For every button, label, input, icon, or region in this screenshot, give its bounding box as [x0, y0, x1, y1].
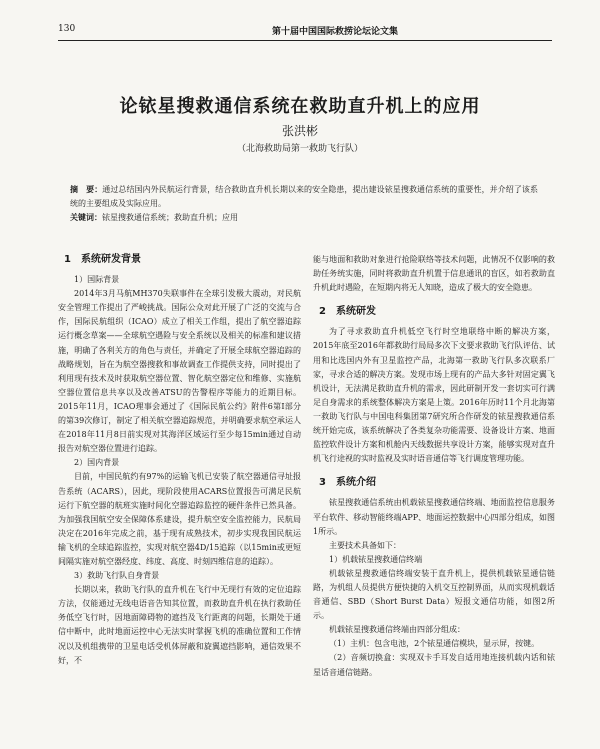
paragraph: 2014年3月马航MH370失联事件在全球引发极大震动，对民航安全管理工作提出了严峻挑战。国际公众对此开展了广泛的交流与合作，国际民航组织（ICAO）成立了相关工作组，提出了航空器追踪运行概念草案——全球航空遇险与安全系统以及相关的标准和建议措施，明确了各利关方的角色与责任，并确定了开展全球航空器追踪的战略规划，旨在为航空器搜救和事故调查工作提供支持，同时提出了利用现有技术及时获取航空器位置、智化航空器定位和维修、实施航空器位置信息共享以及改善ATSU的告警程序等能力的近期目标。2015年11月，ICAO理事会通过了《国际民航公约》附件6第Ⅰ部分的第39次修订，制定了相关航空器追踪规范，并明确要求航空承运人在2018年11月8日前实现对其海洋区域运行至少每15min通过自动报告对航空器位置进行追踪。 [58, 289, 301, 454]
paper-title: 论铱星搜救通信系统在救助直升机上的应用 [119, 96, 481, 117]
left-column [58, 253, 301, 668]
running-title: 第十届中国国际救捞论坛论文集 [272, 27, 399, 37]
keywords-label: 关键词： [70, 213, 102, 222]
paragraph: 长期以来，救助飞行队的直升机在飞行中无现行有效的定位追踪方法，仅能通过无线电语音告知其位置，而救助直升机在执行救助任务低空飞行时，因地面障碍物的遮挡及飞行距离的问题，长期处于通信中断中，此时地面运控中心无法实时掌握飞机的准确位置和工作情况以及机组携带的卫星电话受机体屏蔽和旋翼遮挡影响，通信效果不好，不 [58, 585, 301, 665]
right-column [313, 253, 555, 680]
subsection-heading: 1）国际背景 [74, 275, 120, 285]
paragraph: 为了寻求救助直升机低空飞行时空地联络中断的解决方案，2015年底至2016年都救助行局局多次下文要求救助飞行队评估、试用和比选国内外有卫星监控产品，北海第一救助飞行队多次联系厂家，寻求合适的解决方案。发现市场上现有的产品大多针对固定翼飞机设计，无法满足救助直升机的需求，因此研制开发一套切实可行满足自身需求的系统整体解决方案是上策。2016年历时11个月北海第一救助飞行队与中国电科集团第7研究所合作研发的铱星搜救通信系统开始完成，该系统解决了各类复杂功能需要、设备设计方案、地面监控软件设计方案和机舱内天线数据共享设计方案，能够实现对直升机飞行途视的实时监视及实时语音通信等飞行调度管理功能。 [313, 327, 555, 464]
paragraph: 能与地面和救助对象进行抢险联络等技术问题，此情况不仅影响的救助任务统实施，同时将救助直升机置于信息通讯的盲区，如若救助直升机此时遇险，在短期内将无人知晓，造成了极大的安全隐患。 [313, 255, 555, 293]
abstract-text: 通过总结国内外民航运行背景，结合救助直升机长期以来的安全隐患，提出建设铱星搜救通信系统的重要性，并介绍了该系统的主要组成及实际应用。 [70, 185, 538, 208]
keywords-text: 铱星搜救通信系统；救助直升机；应用 [102, 213, 238, 222]
subsection-heading: 2）国内背景 [74, 458, 120, 468]
header-rule [58, 40, 552, 41]
abstract [70, 183, 538, 211]
subsection-heading: 3）救助飞行队自身背景 [74, 571, 160, 581]
abstract-label: 摘 要： [70, 185, 103, 194]
paragraph: 铱星搜救通信系统由机载铱星搜救通信终端、地面监控信息服务平台软件、移动智能终端APP、地面运控数据中心四部分组成，如图1所示。 [313, 498, 555, 536]
keywords [70, 212, 538, 223]
paragraph: （2）音频切换盒：实现双卡手耳发自适用地连接机载内话和铱星话音通信链路。 [313, 653, 555, 677]
paragraph: 主要技术具备如下： [329, 540, 401, 550]
affiliation: （北海救助局第一救助飞行队） [236, 144, 363, 154]
author: 张洪彬 [281, 124, 318, 138]
paragraph: 机载铱星搜救通信终端由四部分组成： [329, 625, 465, 635]
paragraph: （1）主机：包含电池，2个铱星通信模块，显示屏，按键。 [329, 639, 540, 649]
page-number: 130 [58, 24, 76, 34]
paragraph: 目前，中国民航约有97%的运输飞机已安装了航空器通信寻址报告系统（ACARS），因此，现阶段使用ACARS位置报告可满足民航运行下航空器的航班实施时间化空器追踪监控的硬件条件已然具备。为加强我国航空安全保障体系建设，提升航空安全监控能力，民航局决定在2016年完成之前，基于现有成熟技术，初步实现我国民航运输飞机的全球追踪监控，实现对航空器4D/15追踪（以15min或更短间隔实施对航空器经度、纬度、高度、时刻四维信息的追踪）。 [58, 472, 301, 566]
section-heading: 2 系统研发 [319, 306, 376, 318]
paragraph: 机载铱星搜救通信终端安装于直升机上，提供机载铱星通信链路，为机组人员提供方便快捷的入机交互控制界面，从而实现机载话音通信、SBD（Short Burst Data）短报文通信功能，如图2所示。 [313, 568, 555, 621]
subsection-heading: 1）机载铱星搜救通信终端 [329, 554, 423, 564]
section-heading: 1 系统研发背景 [64, 254, 141, 265]
section-heading: 3 系统介绍 [319, 477, 376, 489]
running-header [58, 22, 552, 40]
